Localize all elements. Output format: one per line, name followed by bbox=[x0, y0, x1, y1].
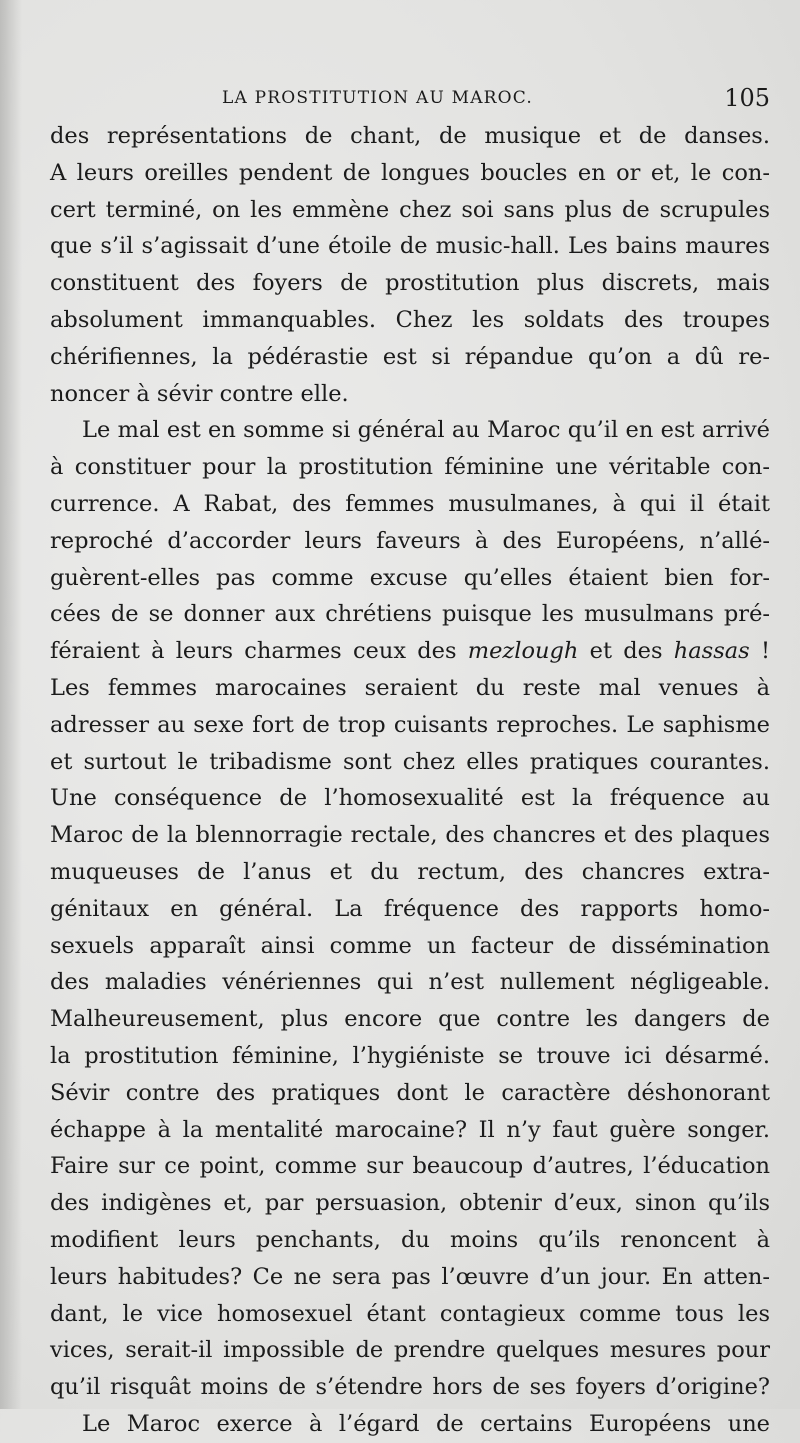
text-line: génitaux en général. La fréquence des rapports homo- bbox=[50, 895, 770, 922]
text-line: que s’il s’agissait d’une étoile de music-hall. Les bains maures bbox=[50, 233, 770, 260]
text-line: et surtout le tribadisme sont chez elles pratiques courantes. bbox=[50, 748, 770, 775]
text-line: Malheureusement, plus encore que contre les dangers de bbox=[50, 1006, 770, 1033]
text-line: currence. A Rabat, des femmes musulmanes, à qui il était bbox=[50, 490, 770, 517]
text-line: échappe à la mentalité marocaine? Il n’y faut guère songer. bbox=[50, 1116, 770, 1143]
text-line: Maroc de la blennorragie rectale, des chancres et des plaques bbox=[50, 822, 770, 849]
text-line: Le Maroc exerce à l’égard de certains Européens une bbox=[82, 1410, 770, 1437]
text-line: constituent des foyers de prostitution plus discrets, mais bbox=[50, 270, 770, 297]
text-segment: ! bbox=[749, 638, 770, 665]
italic-term: hassas bbox=[673, 638, 750, 665]
text-line: cées de se donner aux chrétiens puisque les musulmans pré- bbox=[50, 601, 770, 628]
text-line: Le mal est en somme si général au Maroc qu’il en est arrivé bbox=[82, 417, 770, 444]
text-line: guèrent-elles pas comme excuse qu’elles étaient bien for- bbox=[50, 564, 770, 591]
text-line: Une conséquence de l’homosexualité est la fréquence au bbox=[50, 785, 770, 812]
text-line: à constituer pour la prostitution féminine une véritable con- bbox=[50, 454, 770, 481]
text-line: modifient leurs penchants, du moins qu’ils renoncent à bbox=[50, 1226, 770, 1253]
text-line: qu’il risquât moins de s’étendre hors de ses foyers d’origine? bbox=[50, 1374, 770, 1401]
page-number: 105 bbox=[724, 84, 770, 112]
italic-term: mezlough bbox=[467, 638, 579, 665]
text-segment: et des bbox=[578, 638, 674, 665]
text-line: sexuels apparaît ainsi comme un facteur de dissémination bbox=[50, 932, 770, 959]
running-title: LA PROSTITUTION AU MAROC. bbox=[222, 88, 534, 108]
text-line: Sévir contre des pratiques dont le caractère déshonorant bbox=[50, 1079, 770, 1106]
text-line: noncer à sévir contre elle. bbox=[50, 380, 349, 407]
text-line: chérifiennes, la pédérastie est si répandue qu’on a dû re- bbox=[50, 343, 770, 370]
text-line: la prostitution féminine, l’hygiéniste se trouve ici désarmé. bbox=[50, 1042, 770, 1069]
text-line: reproché d’accorder leurs faveurs à des Européens, n’allé- bbox=[50, 527, 770, 554]
text-line: vices, serait-il impossible de prendre quelques mesures pour bbox=[50, 1337, 770, 1364]
text-line: dant, le vice homosexuel étant contagieux comme tous les bbox=[50, 1300, 770, 1327]
text-line: cert terminé, on les emmène chez soi sans plus de scrupules bbox=[50, 196, 770, 223]
text-line: leurs habitudes? Ce ne sera pas l’œuvre d’un jour. En atten- bbox=[50, 1263, 770, 1290]
text-line: des maladies vénériennes qui n’est nullement négligeable. bbox=[50, 969, 770, 996]
text-line: absolument immanquables. Chez les soldats des troupes bbox=[50, 306, 770, 333]
text-line: Les femmes marocaines seraient du reste mal venues à bbox=[50, 674, 770, 701]
running-head bbox=[50, 84, 770, 114]
text-line: des représentations de chant, de musique et de danses. bbox=[50, 123, 770, 149]
text-line: A leurs oreilles pendent de longues boucles en or et, le con- bbox=[50, 159, 770, 186]
text-line: adresser au sexe fort de trop cuisants reproches. Le saphisme bbox=[50, 711, 770, 738]
text-line: muqueuses de l’anus et du rectum, des chancres extra- bbox=[50, 858, 770, 885]
text-line: des indigènes et, par persuasion, obtenir d’eux, sinon qu’ils bbox=[50, 1190, 770, 1217]
text-line-with-italics bbox=[50, 633, 770, 670]
body-text bbox=[50, 118, 770, 1443]
page-gutter-shadow bbox=[0, 0, 22, 1409]
text-line: Faire sur ce point, comme sur beaucoup d’autres, l’éducation bbox=[50, 1153, 770, 1180]
text-segment: féraient à leurs charmes ceux des bbox=[50, 638, 468, 665]
